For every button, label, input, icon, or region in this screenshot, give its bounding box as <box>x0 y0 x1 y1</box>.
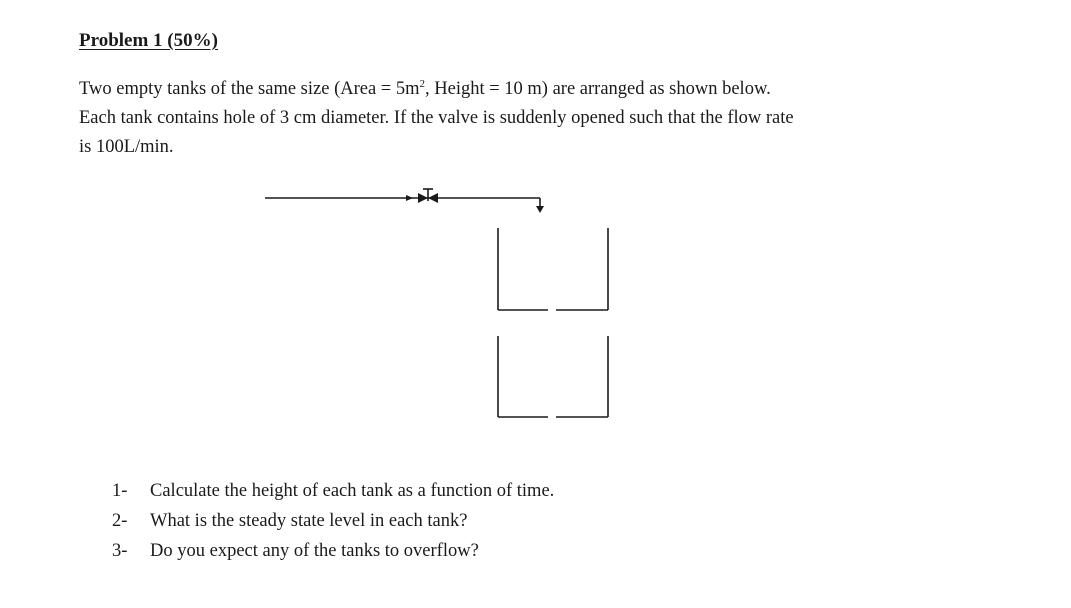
statement-line-1-start: Two empty tanks of the same size (Area = 5m <box>79 79 420 99</box>
upper-tank <box>498 228 608 310</box>
lower-tank <box>498 336 608 417</box>
inlet-arrow-icon <box>406 195 413 201</box>
question-text: What is the steady state level in each tank? <box>150 511 468 531</box>
diagram-strokes <box>265 189 608 417</box>
question-item <box>112 506 554 536</box>
problem-title: Problem 1 (50%) <box>79 30 218 51</box>
statement-line-1 <box>79 75 1029 104</box>
question-list <box>112 476 554 566</box>
question-text: Calculate the height of each tank as a function of time. <box>150 481 555 501</box>
valve-left-triangle <box>418 193 428 203</box>
valve-icon <box>423 189 433 201</box>
statement-line-2: Each tank contains hole of 3 cm diameter. If the valve is suddenly opened such that the flow rate <box>79 108 794 128</box>
question-number: 3- <box>112 541 128 561</box>
downward-arrow-icon <box>536 206 544 213</box>
question-item <box>112 476 554 506</box>
question-text: Do you expect any of the tanks to overflow? <box>150 541 479 561</box>
statement-line-3: is 100L/min. <box>79 137 174 157</box>
valve-right-triangle <box>428 193 438 203</box>
area-unit-exponent: 2 <box>419 78 425 90</box>
question-number: 1- <box>112 481 128 501</box>
question-item <box>112 536 554 566</box>
statement-line-1-end: , Height = 10 m) are arranged as shown below. <box>425 79 771 99</box>
question-number: 2- <box>112 511 128 531</box>
diagram-fills <box>406 193 544 213</box>
problem-statement <box>79 75 1029 162</box>
